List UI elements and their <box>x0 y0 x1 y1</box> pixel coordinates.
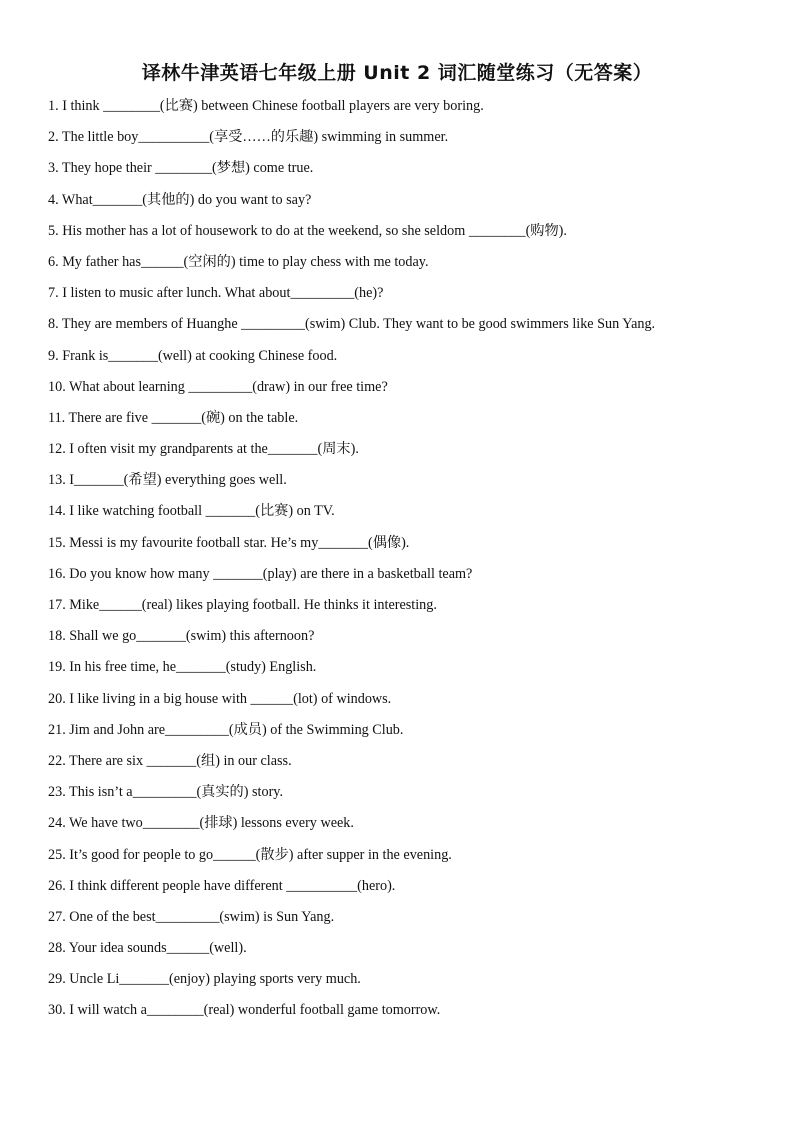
exercise-item: 13. I_______(希望) everything goes well. <box>48 472 287 489</box>
exercise-item: 15. Messi is my favourite football star. He’s my_______(偶像). <box>48 534 410 551</box>
exercise-item: 2. The little boy__________(享受……的乐趣) swimming in summer. <box>48 129 449 146</box>
exercise-item: 8. They are members of Huanghe _________(swim) Club. They want to be good swimmers like Sun Yang. <box>48 316 656 333</box>
exercise-item: 19. In his free time, he_______(study) English. <box>48 659 317 676</box>
exercise-item: 29. Uncle Li_______(enjoy) playing sports very much. <box>48 971 361 988</box>
exercise-item: 27. One of the best_________(swim) is Sun Yang. <box>48 908 335 925</box>
exercise-item: 30. I will watch a________(real) wonderful football game tomorrow. <box>48 1002 441 1019</box>
exercise-item: 26. I think different people have different __________(hero). <box>48 877 396 894</box>
exercise-item: 12. I often visit my grandparents at the_______(周末). <box>48 441 359 458</box>
exercise-item: 22. There are six _______(组) in our class. <box>48 752 292 769</box>
exercise-item: 14. I like watching football _______(比赛) on TV. <box>48 503 335 520</box>
exercise-item: 21. Jim and John are_________(成员) of the Swimming Club. <box>48 721 404 738</box>
exercise-item: 18. Shall we go_______(swim) this afternoon? <box>48 628 315 645</box>
exercise-item: 5. His mother has a lot of housework to do at the weekend, so she seldom ________(购物). <box>48 222 567 239</box>
exercise-item: 16. Do you know how many _______(play) are there in a basketball team? <box>48 565 473 582</box>
exercise-item: 25. It’s good for people to go______(散步) after supper in the evening. <box>48 846 452 863</box>
exercise-item: 23. This isn’t a_________(真实的) story. <box>48 784 284 801</box>
exercise-item: 28. Your idea sounds______(well). <box>48 940 247 957</box>
exercise-item: 9. Frank is_______(well) at cooking Chinese food. <box>48 347 338 364</box>
exercise-item: 6. My father has______(空闲的) time to play chess with me today. <box>48 253 429 270</box>
worksheet-title: 译林牛津英语七年级上册 Unit 2 词汇随堂练习（无答案） <box>141 62 653 84</box>
exercise-item: 4. What_______(其他的) do you want to say? <box>48 191 312 208</box>
exercise-list <box>48 96 768 1032</box>
exercise-item: 11. There are five _______(碗) on the table. <box>48 409 299 426</box>
exercise-item: 1. I think ________(比赛) between Chinese football players are very boring. <box>48 98 484 114</box>
exercise-item: 10. What about learning _________(draw) in our free time? <box>48 378 388 395</box>
exercise-item: 7. I listen to music after lunch. What about_________(he)? <box>48 285 384 302</box>
exercise-item: 20. I like living in a big house with ______(lot) of windows. <box>48 690 392 707</box>
exercise-item: 17. Mike______(real) likes playing football. He thinks it interesting. <box>48 597 437 613</box>
exercise-item: 3. They hope their ________(梦想) come true. <box>48 160 314 177</box>
exercise-item: 24. We have two________(排球) lessons every week. <box>48 815 354 832</box>
